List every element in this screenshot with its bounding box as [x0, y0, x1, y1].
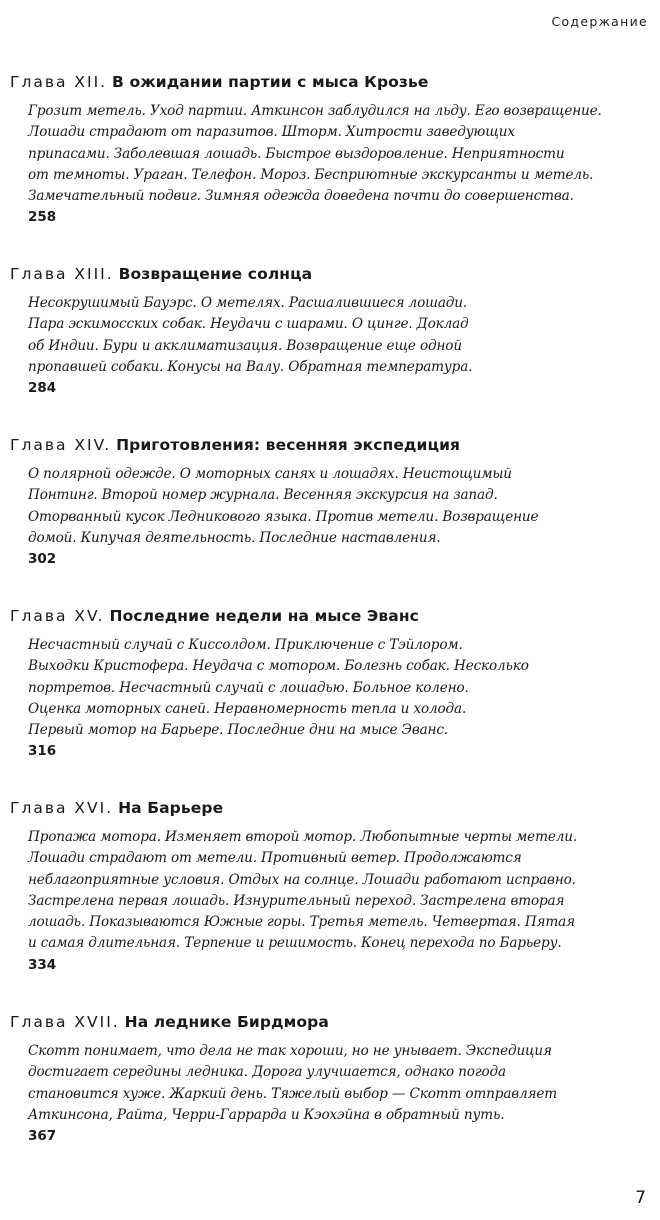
chapter-entry-16: [10, 798, 650, 976]
page-number: 258: [28, 209, 57, 226]
summary-line: пропавшей собаки. Конусы на Валу. Обратная температура.: [28, 358, 473, 375]
summary-line: Скотт понимает, что дела не так хороши, но не унывает. Экспедиция: [28, 1043, 552, 1059]
chapter-heading: [10, 264, 650, 284]
summary-line: Застрелена первая лошадь. Изнурительный переход. Застрелена вторая: [28, 892, 565, 909]
summary-line: Несчастный случай с Киссолдом. Приключение с Тэйлором.: [28, 637, 463, 653]
summary-line: Первый мотор на Барьере. Последние дни на мысе Эванс.: [28, 722, 448, 739]
page-number: 302: [28, 551, 57, 568]
page-number: 316: [28, 743, 57, 760]
chapter-number: Глава XIV.: [10, 436, 112, 454]
summary-line: портретов. Несчастный случай с лошадью. Больное колено.: [28, 679, 469, 696]
chapter-number: Глава XVI.: [10, 799, 114, 817]
chapter-entry-17: [10, 1012, 650, 1147]
summary-line: об Индии. Бури и акклиматизация. Возвращение еще одной: [28, 337, 462, 354]
summary-line: припасами. Заболевшая лошадь. Быстрое выздоровление. Неприятности: [28, 145, 565, 162]
summary-line: Пропажа мотора. Изменяет второй мотор. Любопытные черты метели.: [28, 829, 577, 845]
chapter-title: В ожидании партии с мыса Крозье: [112, 73, 429, 91]
chapter-entry-13: [10, 264, 650, 399]
chapter-heading: [10, 1012, 650, 1032]
summary-line: Пара эскимосских собак. Неудачи с шарами. О цинге. Доклад: [28, 316, 469, 333]
page-number: 367: [28, 1128, 57, 1145]
chapter-title: На леднике Бирдмора: [124, 1013, 329, 1031]
summary-line: Понтинг. Второй номер журнала. Весенняя экскурсия на запад.: [28, 487, 498, 504]
summary-line: Несокрушимый Бауэрс. О метелях. Расшалившиеся лошади.: [28, 295, 468, 311]
summary-line: от темноты. Ураган. Телефон. Мороз. Бесприютные экскурсанты и метель.: [28, 166, 594, 183]
summary-line: Выходки Кристофера. Неудача с мотором. Болезнь собак. Несколько: [28, 658, 529, 675]
summary-line: О полярной одежде. О моторных санях и лошадях. Неистощимый: [28, 466, 512, 482]
chapter-heading: [10, 72, 650, 92]
chapter-number: Глава XVII.: [10, 1013, 120, 1031]
summary-line: Грозит метель. Уход партии. Аткинсон заблудился на льду. Его возвращение.: [28, 103, 602, 119]
summary-line: достигает середины ледника. Дорога улучшается, однако погода: [28, 1064, 506, 1081]
summary-line: лошадь. Показываются Южные горы. Третья метель. Четвертая. Пятая: [28, 914, 575, 931]
summary-line: домой. Кипучая деятельность. Последние наставления.: [28, 529, 441, 546]
summary-line: и самая длительная. Терпение и решимость. Конец перехода по Барьеру.: [28, 935, 562, 952]
chapter-entry-12: [10, 72, 650, 228]
chapter-entry-14: [10, 435, 650, 570]
chapter-title: На Барьере: [118, 799, 224, 817]
summary-line: Оценка моторных саней. Неравномерность тепла и холода.: [28, 700, 467, 717]
folio-page-number: 7: [635, 1188, 646, 1208]
running-head: Содержание: [551, 14, 648, 29]
page-number: 284: [28, 380, 57, 397]
chapter-title: Последние недели на мысе Эванс: [109, 607, 419, 625]
chapter-number: Глава XIII.: [10, 265, 114, 283]
page-number: 334: [28, 956, 57, 973]
chapter-title: Возвращение солнца: [118, 265, 313, 283]
summary-line: Замечательный подвиг. Зимняя одежда доведена почти до совершенства.: [28, 188, 574, 205]
summary-line: неблагоприятные условия. Отдых на солнце. Лошади работают исправно.: [28, 871, 576, 888]
chapter-title: Приготовления: весенняя экспедиция: [116, 436, 461, 454]
summary-line: Лошади страдают от паразитов. Шторм. Хитрости заведующих: [28, 124, 515, 141]
chapter-entry-15: [10, 606, 650, 762]
summary-line: Аткинсона, Райта, Черри-Гаррарда и Кэохэйна в обратный путь.: [28, 1106, 505, 1123]
summary-line: становится хуже. Жаркий день. Тяжелый выбор — Скотт отправляет: [28, 1085, 558, 1102]
summary-line: Лошади страдают от метели. Противный ветер. Продолжаются: [28, 850, 522, 867]
chapter-heading: [10, 798, 650, 818]
chapter-heading: [10, 606, 650, 626]
chapter-heading: [10, 435, 650, 455]
summary-line: Оторванный кусок Ледникового языка. Против метели. Возвращение: [28, 508, 539, 525]
chapter-number: Глава XII.: [10, 73, 108, 91]
chapter-number: Глава XV.: [10, 607, 105, 625]
